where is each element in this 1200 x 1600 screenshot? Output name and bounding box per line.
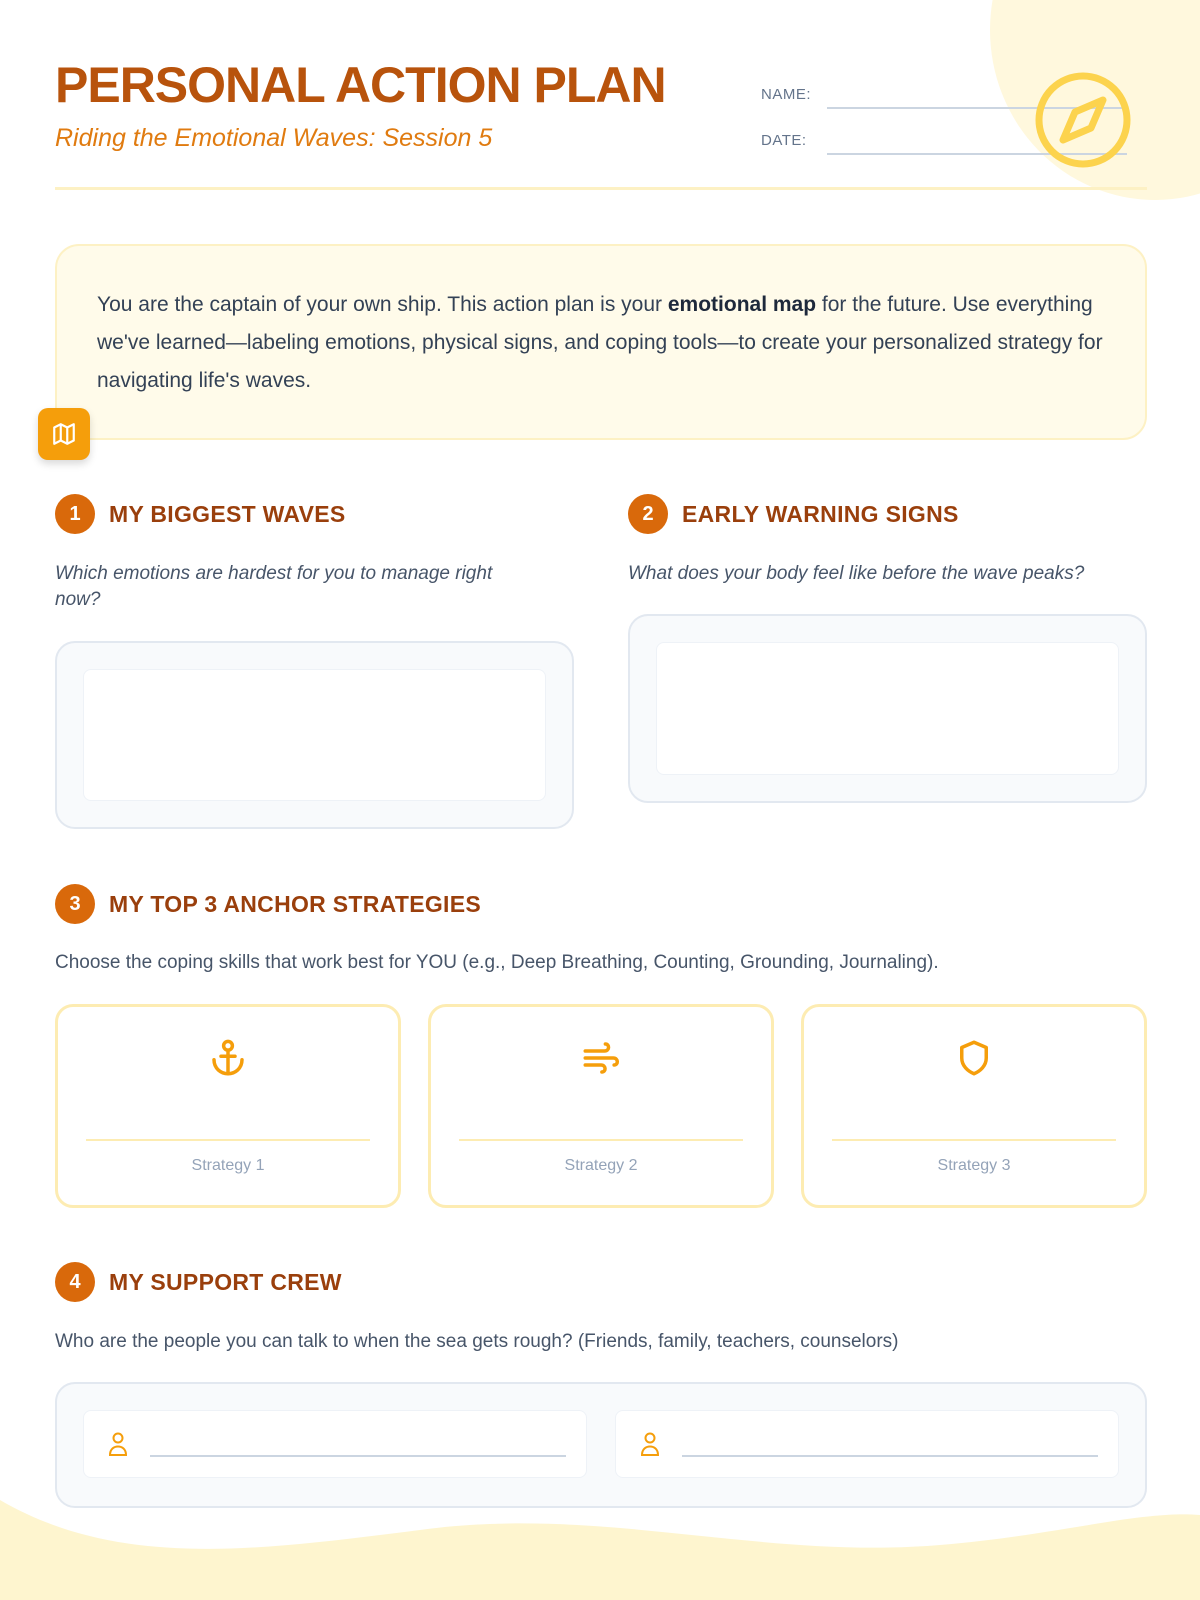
section-number: 1 (55, 494, 95, 534)
intro-text: You are the captain of your own ship. This action plan is your (97, 293, 668, 316)
support-person-slot-1[interactable] (83, 1410, 587, 1478)
section-number: 4 (55, 1262, 95, 1302)
section-3-heading (55, 884, 481, 924)
strategy-label: Strategy 3 (937, 1157, 1011, 1174)
strategy-card-1[interactable] (55, 1004, 401, 1208)
support-person-input-line[interactable] (150, 1455, 566, 1457)
section-title: MY BIGGEST WAVES (109, 500, 346, 527)
page-title: PERSONAL ACTION PLAN (55, 57, 666, 113)
section-1-heading (55, 494, 346, 534)
section-title: MY SUPPORT CREW (109, 1268, 342, 1295)
user-icon (638, 1431, 662, 1457)
anchor-icon (207, 1037, 249, 1079)
compass-icon (1033, 70, 1133, 170)
section-1-prompt: Which emotions are hardest for you to manage right now? (55, 563, 493, 610)
strategy-label: Strategy 1 (191, 1157, 265, 1174)
support-crew-box (55, 1382, 1147, 1508)
support-person-input-line[interactable] (682, 1455, 1098, 1457)
user-icon (106, 1431, 130, 1457)
warning-signs-box (628, 614, 1147, 803)
strategy-cards (55, 1004, 1147, 1208)
name-label: NAME: (761, 86, 812, 103)
strategy-input-line[interactable] (86, 1139, 370, 1141)
wind-icon (580, 1037, 622, 1079)
section-4-heading (55, 1262, 342, 1302)
strategy-input-line[interactable] (832, 1139, 1116, 1141)
biggest-waves-box (55, 641, 574, 829)
map-badge (38, 408, 90, 460)
section-3-description: Choose the coping skills that work best for YOU (e.g., Deep Breathing, Counting, Grounding, Journaling). (55, 952, 939, 973)
page-subtitle: Riding the Emotional Waves: Session 5 (55, 124, 493, 152)
header (55, 0, 1147, 190)
date-label: DATE: (761, 132, 807, 149)
intro-text-end: for the future. Use everything we've learned—labeling emotions, physical signs, and coping tools—to create your personalized strategy for navigating life's waves. (97, 293, 1103, 392)
section-title: MY TOP 3 ANCHOR STRATEGIES (109, 890, 482, 917)
section-number: 3 (55, 884, 95, 924)
map-icon (51, 421, 77, 447)
section-4-description: Who are the people you can talk to when the sea gets rough? (Friends, family, teachers, counselors) (55, 1331, 899, 1352)
intro-box (55, 244, 1147, 440)
strategy-input-line[interactable] (459, 1139, 743, 1141)
shield-icon (953, 1037, 995, 1079)
strategy-card-3[interactable] (801, 1004, 1147, 1208)
section-2-heading (628, 494, 959, 534)
intro-emphasis: emotional map (667, 293, 817, 316)
strategy-label: Strategy 2 (564, 1157, 638, 1174)
biggest-waves-input[interactable] (83, 669, 546, 801)
strategy-card-2[interactable] (428, 1004, 774, 1208)
support-person-slot-2[interactable] (615, 1410, 1119, 1478)
section-number: 2 (628, 494, 668, 534)
worksheet-page (55, 0, 1147, 1352)
section-title: EARLY WARNING SIGNS (682, 500, 959, 527)
section-2-prompt: What does your body feel like before the wave peaks? (628, 563, 1085, 584)
warning-signs-input[interactable] (656, 642, 1119, 775)
